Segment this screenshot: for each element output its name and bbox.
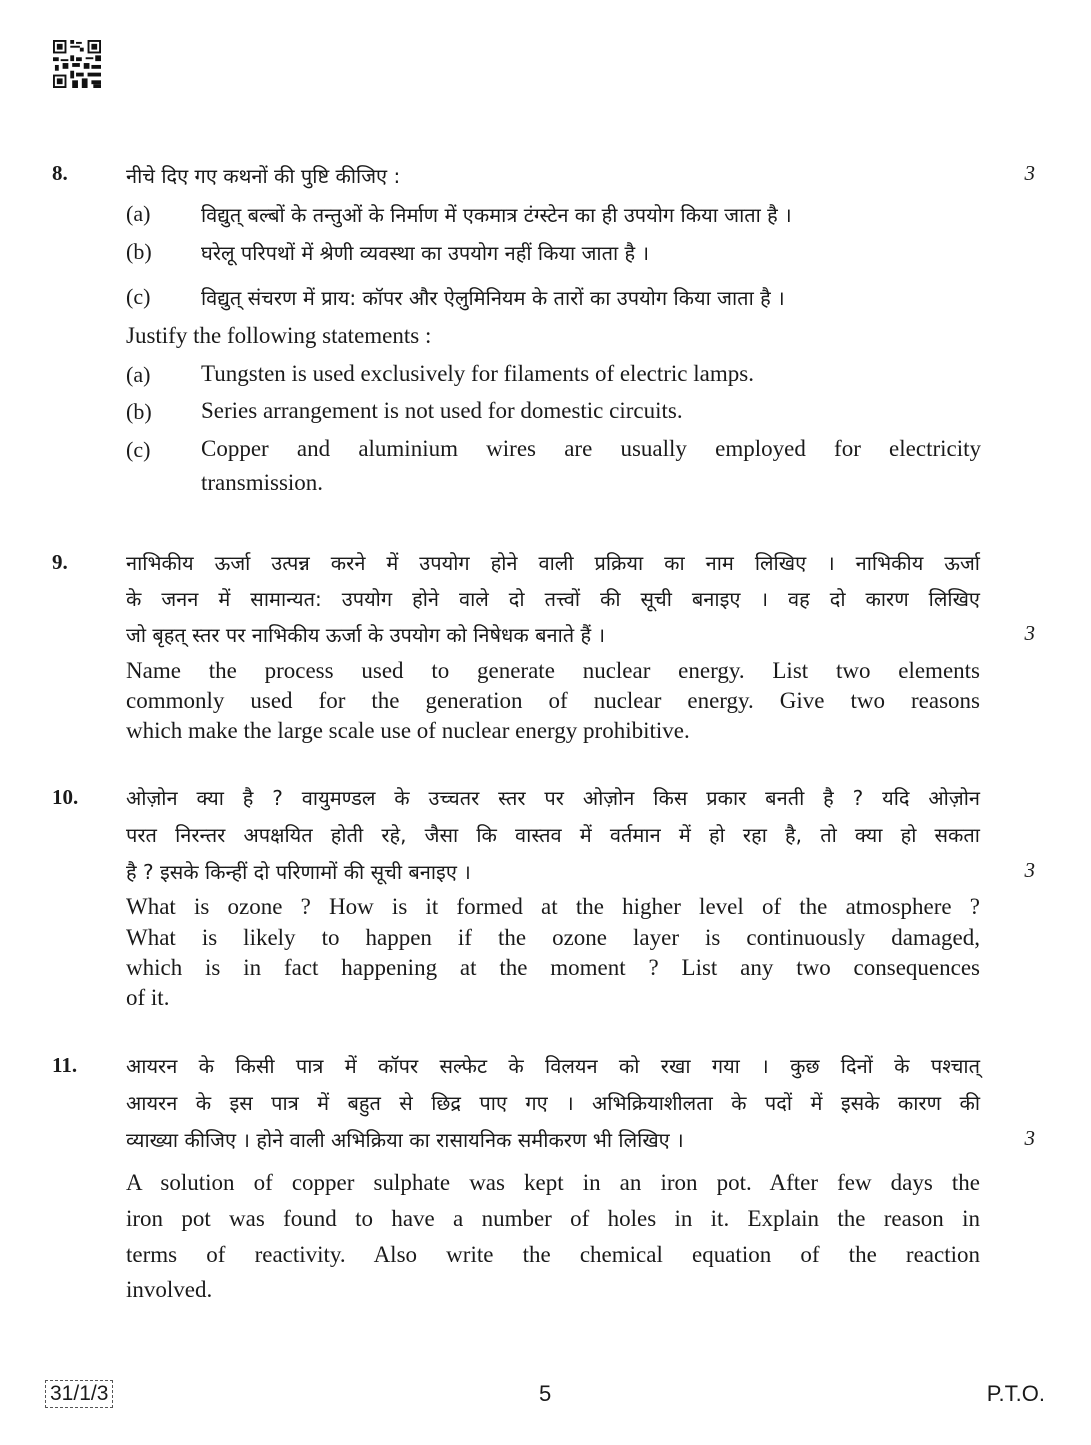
sub-label: (b) bbox=[126, 399, 152, 424]
sub-text-hindi: विद्युत् बल्बों के तन्तुओं के निर्माण में एकमात्र टंग्स्टेन का ही उपयोग किया जाता है । bbox=[201, 203, 792, 227]
question-english-line: commonly used for the generation of nuclear energy. Give two reasons bbox=[126, 688, 980, 713]
question-english-line: What is ozone ? How is it formed at the higher level of the atmosphere ? bbox=[126, 894, 980, 919]
question-english-line: of it. bbox=[126, 985, 170, 1010]
question-english-line: involved. bbox=[126, 1277, 213, 1302]
question-english-line: which is in fact happening at the moment ? List any two consequences bbox=[126, 955, 980, 980]
paper-code: 31/1/3 bbox=[45, 1380, 113, 1408]
question-hindi-line: है ? इसके किन्हीं दो परिणामों की सूची बनाइए । bbox=[126, 860, 471, 884]
question-english-line: iron pot was found to have a number of holes in it. Explain the reason in bbox=[126, 1206, 980, 1231]
sub-label: (c) bbox=[126, 284, 151, 309]
sub-text-english: transmission. bbox=[201, 470, 324, 495]
question-hindi-line: परत निरन्तर अपक्षयित होती रहे, जैसा कि वास्तव में वर्तमान में हो रहा है, तो क्या हो सकता bbox=[126, 823, 980, 847]
question-marks: 3 bbox=[1024, 621, 1035, 645]
sub-label: (a) bbox=[126, 362, 151, 387]
question-marks: 3 bbox=[1024, 161, 1035, 185]
pto-label: P.T.O. bbox=[986, 1381, 1045, 1406]
question-hindi-line: जो बृहत् स्तर पर नाभिकीय ऊर्जा के उपयोग को निषेधक बनाते हैं । bbox=[126, 623, 606, 647]
page-number: 5 bbox=[539, 1381, 552, 1406]
question-english-line: which make the large scale use of nuclear energy prohibitive. bbox=[126, 718, 690, 743]
question-number: 10. bbox=[52, 785, 79, 809]
question-english-line: Name the process used to generate nuclear energy. List two elements bbox=[126, 658, 980, 683]
sub-text-english: Copper and aluminium wires are usually employed for electricity bbox=[201, 436, 981, 461]
sub-text-hindi: विद्युत् संचरण में प्राय: कॉपर और ऐलुमिनियम के तारों का उपयोग किया जाता है । bbox=[201, 286, 785, 310]
question-english-line: What is likely to happen if the ozone layer is continuously damaged, bbox=[126, 925, 980, 950]
question-english-line: terms of reactivity. Also write the chemical equation of the reaction bbox=[126, 1242, 980, 1267]
qr-code-icon bbox=[53, 40, 101, 88]
question-hindi-intro: नीचे दिए गए कथनों की पुष्टि कीजिए : bbox=[126, 164, 401, 188]
question-hindi-line: व्याख्या कीजिए । होने वाली अभिक्रिया का रासायनिक समीकरण भी लिखिए । bbox=[126, 1128, 684, 1152]
question-hindi-line: आयरन के किसी पात्र में कॉपर सल्फेट के विलयन को रखा गया । कुछ दिनों के पश्चात् bbox=[126, 1054, 980, 1078]
sub-label: (c) bbox=[126, 437, 151, 462]
sub-text-english: Tungsten is used exclusively for filaments of electric lamps. bbox=[201, 361, 754, 386]
sub-text-hindi: घरेलू परिपथों में श्रेणी व्यवस्था का उपयोग नहीं किया जाता है । bbox=[201, 241, 650, 265]
question-number: 11. bbox=[52, 1053, 78, 1077]
question-english-line: A solution of copper sulphate was kept in an iron pot. After few days the bbox=[126, 1170, 980, 1195]
question-marks: 3 bbox=[1024, 858, 1035, 882]
question-marks: 3 bbox=[1024, 1126, 1035, 1150]
question-number: 8. bbox=[52, 161, 68, 185]
sub-text-english: Series arrangement is not used for domestic circuits. bbox=[201, 398, 683, 423]
question-hindi-line: ओज़ोन क्या है ? वायुमण्डल के उच्चतर स्तर पर ओज़ोन किस प्रकार बनती है ? यदि ओज़ोन bbox=[126, 786, 980, 810]
question-number: 9. bbox=[52, 550, 68, 574]
question-english-intro: Justify the following statements : bbox=[126, 323, 432, 348]
sub-label: (b) bbox=[126, 239, 152, 264]
question-hindi-line: के जनन में सामान्यत: उपयोग होने वाले दो तत्त्वों की सूची बनाइए । वह दो कारण लिखिए bbox=[126, 587, 980, 611]
sub-label: (a) bbox=[126, 201, 151, 226]
question-hindi-line: आयरन के इस पात्र में बहुत से छिद्र पाए गए । अभिक्रियाशीलता के पदों में इसके कारण की bbox=[126, 1091, 980, 1115]
question-hindi-line: नाभिकीय ऊर्जा उत्पन्न करने में उपयोग होने वाली प्रक्रिया का नाम लिखिए । नाभिकीय ऊर्जा bbox=[126, 551, 980, 575]
